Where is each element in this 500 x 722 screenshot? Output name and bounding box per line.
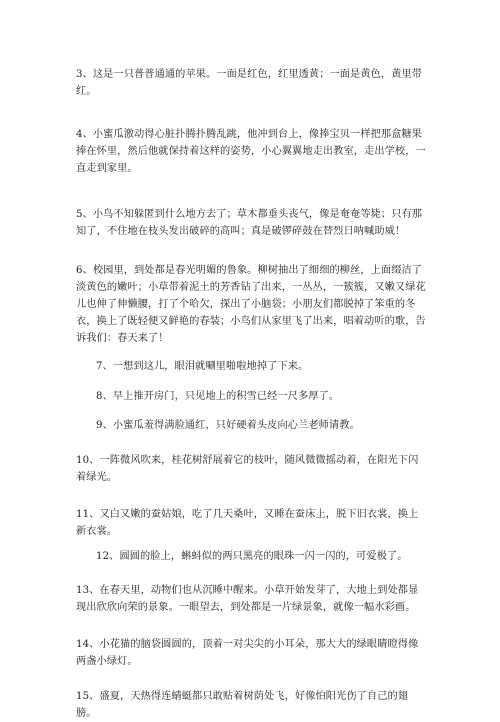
paragraph-4: 4、小蜜瓜激动得心脏扑腾扑腾乱跳，他冲到台上，像捧宝贝一样把那盒糖果捧在怀里，然后他就保持着这样的姿势，小心翼翼地走出教室，走出学校，一直走到家里。 — [76, 129, 426, 174]
paragraph-11: 11、又白又嫩的蚕姑娘，吃了几天桑叶，又睡在蚕床上，脱下旧衣裳，换上新衣裳。 — [76, 509, 419, 537]
paragraph-3: 3、这是一只普普通通的苹果。一面是红色，红里透黄；一面是黄色，黄里带红。 — [76, 69, 423, 97]
paragraph-15: 15、盛夏，天热得连蜻蜓都只敢贴着树荫处飞，好像怕阳光伤了自己的翅膀。 — [76, 691, 409, 719]
paragraph-8: 8、早上推开房门，只见地上的积雪已经一尺多厚了。 — [96, 391, 340, 402]
paragraph-14: 14、小花猫的脑袋圆圆的，顶着一对尖尖的小耳朵，那大大的绿眼睛瞪得像两盏小绿灯。 — [76, 639, 419, 667]
paragraph-13: 13、在春天里，动物们也从沉睡中醒来。小草开始发芽了，大地上到处都显现出欣欣向荣的景象。一眼望去，到处都是一片绿景象，就像一幅水彩画。 — [76, 585, 419, 613]
paragraph-9: 9、小蜜瓜羞得满脸通红，只好硬着头皮向心兰老师请教。 — [96, 420, 360, 431]
paragraph-5: 5、小鸟不知躲匿到什么地方去了；草木都垂头丧气，像是奄奄等毙；只有那知了，不住地在枝头发出破碎的高叫；真是破锣碎鼓在替烈日呐喊助威！ — [76, 209, 423, 237]
paragraph-10: 10、一阵微风吹来，桂花树舒展着它的枝叶，随风微微摇动着，在阳光下闪着绿光。 — [76, 455, 419, 483]
paragraph-7: 7、一想到这儿，眼泪就唰里啪啦地掉了下来。 — [96, 361, 309, 372]
paragraph-12: 12、圆圆的脸上，蝌蚪似的两只黑亮的眼珠一闪一闪的，可爱极了。 — [96, 551, 408, 562]
paragraph-6: 6、校园里，到处都是春光明媚的鲁象。柳树抽出了细细的柳丝，上面缀洁了淡黄色的嫩叶；小草带着泥土的芳香钻了出来，一丛丛，一簇簇，又嫩又绿花儿也伸了伸懒腰，打了个哈欠，探出了小脑袋；小朋友们都脱掉了笨重的冬衣，换上了既轻便又鲜艳的春装；小鸟们从家里飞了出来，唱着动听的歌，告诉我们：春天来了！ — [76, 265, 426, 344]
